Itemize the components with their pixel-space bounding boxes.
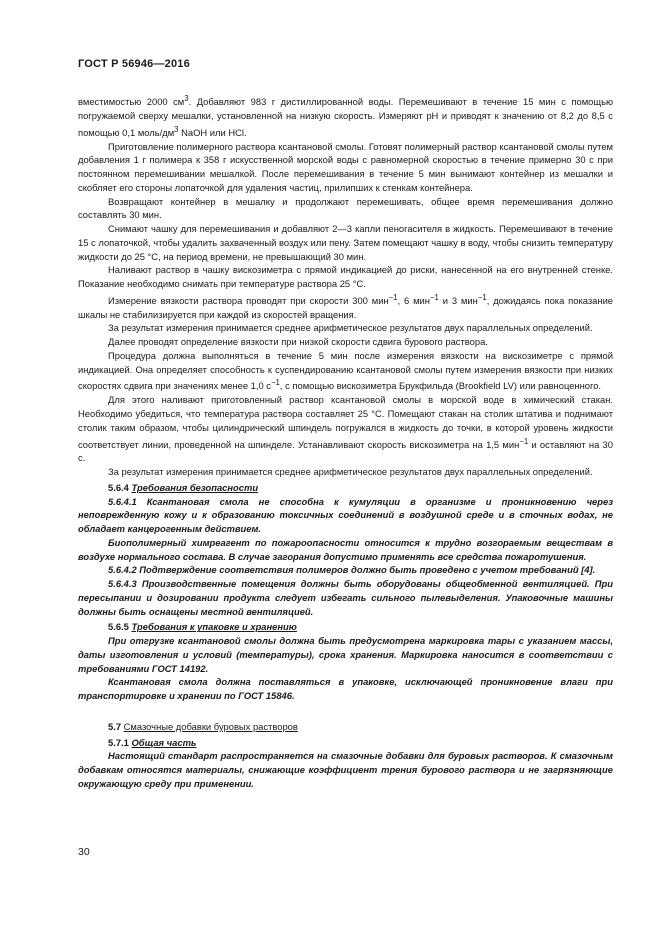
paragraph-polymer-prep: Приготовление полимерного раствора ксантановой смолы. Готовят полимерный раствор ксантановой смолы путем добавления 1 г полимера к 358 г искусственной морской воды с равномерной скоростью в течение примерно 30 с при постоянном перемешивании мешалкой. После перемешивания в течение 5 мин вынимают контейнер из мешалки и скобляет его стороны лопаточкой для удаления частиц, прилипших к стенкам контейнера. [78,140,613,193]
paragraph-5642: 5.6.4.2 Подтверждение соответствия полимеров должно быть проведено с учетом требований [4]. [108,564,596,576]
paragraph-return-container: Возвращают контейнер в мешалку и продолжают перемешивать, общее время перемешивания должно составлять 30 мин. [78,195,613,221]
paragraph-low-shear: Далее проводят определение вязкости при низкой скорости сдвига бурового раствора. [108,336,488,348]
paragraph-biopolymer-fire: Биополимерный химреагент по пожароопасности относится к трудно возгораемым веществам в воздухе нормального состава. В случае загорания допустимо применять все средства пожаротушения. [78,536,613,562]
document-code: ГОСТ Р 56946—2016 [78,58,190,70]
paragraph-5643: 5.6.4.3 Производственные помещения должны быть оборудованы общеобменной вентиляцией. При пересыпании и дозировании продукта следует избегать сильного пылевыделения. Упаковочные машины должны быть оснащены местной вентиляцией. [78,578,613,617]
paragraph-565-marking: При отгрузке ксантановой смолы должна быть предусмотрена маркировка тары с указанием массы, даты изготовления и условий (температуры), срока хранения. Маркировка наносится в соответствии с требованиями ГОСТ 14192. [78,635,613,674]
paragraph-565-packaging: Ксантановая смола должна поставляться в упаковке, исключающей проникновение влаги при транспортировке и хранении по ГОСТ 15846. [78,676,613,702]
paragraph-brookfield: Процедура должна выполняться в течение 5 мин после измерения вязкости на вискозиметре с прямой индикацией. Она определяет способность к суспендированию ксантановой смолы путем измерения вязкости при низких скоростях сдвига при значениях менее 1,0 $с^{-1}$, с помощью вискозиметра Брукфильда (Brookfield LV) или равноценного. [78,349,613,392]
paragraph-result-average-2: За результат измерения принимается среднее арифметическое результатов двух параллельных определений. [108,466,593,478]
paragraph-defoamer: Снимают чашку для перемешивания и добавляют 2—3 капли пеногасителя в жидкость. Перемешивают в течение 15 с лопаточкой, чтобы удалить захваченный воздух или пену. Затем помещают чашку в воду, чтобы снизить температуру жидкости до 25 °С, на период времени, не превышающий 30 мин. [78,223,613,262]
section-heading-565: 5.6.5 Требования к упаковке и хранению [108,621,297,633]
paragraph-speed-measure: Измерение вязкости раствора проводят при скорости 300 мин$^{-1}$, 6 мин$^{-1}$ и 3 мин$^{-1}$, дожидаясь пока показание шкалы не стабилизируется при каждой из скоростей вращения. [78,292,614,320]
document-body [78,92,613,791]
section-heading-57: 5.7 Смазочные добавки буровых растворов [108,720,298,732]
section-heading-571: 5.7.1 Общая часть [108,736,197,748]
paragraph-5641: 5.6.4.1 Ксантановая смола не способна к кумуляции в организме и проникновению через неповрежденную кожу и к образованию токсичных соединений в воздушной среде и в сточных водах, не обладает канцерогенным действием. [78,495,613,535]
paragraph-viscometer-fill: Наливают раствор в чашку вискозиметра с прямой индикацией до риски, нанесенной на его внутренней стенке. Показание необходимо снимать при температуре раствора 25 °С. [78,264,613,289]
paragraph-result-average: За результат измерения принимается среднее арифметическое результатов двух параллельных определений. [108,322,593,334]
paragraph-571-scope: Настоящий стандарт распространяется на смазочные добавки для буровых растворов. К смазочным добавкам относятся материалы, снижающие коэффициент трения бурового раствора и не загрязняющие окружающую среду при применении. [78,750,613,789]
section-heading-564: 5.6.4 Требования безопасности [108,481,259,493]
paragraph-volume: вместимостью 2000 $см^3$. Добавляют 983 г дистиллированной воды. Перемешивают в течение 15 мин с помощью погружаемой сверху мешалки, установленной на низкую скорость. Измеряют pH и приводят к значению от 8,2 до 8,5 с помощью 0,1 моль/$дм^3$ NaOH или HCl. [78,94,613,138]
paragraph-beaker: Для этого наливают приготовленный раствор ксантановой смолы в морской воде в химический стакан. Необходимо убедиться, что температура раствора составляет 25 °С. Помещают стакан на столик штатива и поднимают столик таким образом, чтобы цилиндрический шпиндель погружался в жидкость до точки, в которой уровень жидкости соответствует линии, проведенной на шпинделе. Устанавливают скорость вискозиметра на 1,5 мин$^{-1}$ и оставляют на 30 с. [78,394,613,464]
page-number: 30 [78,846,90,858]
